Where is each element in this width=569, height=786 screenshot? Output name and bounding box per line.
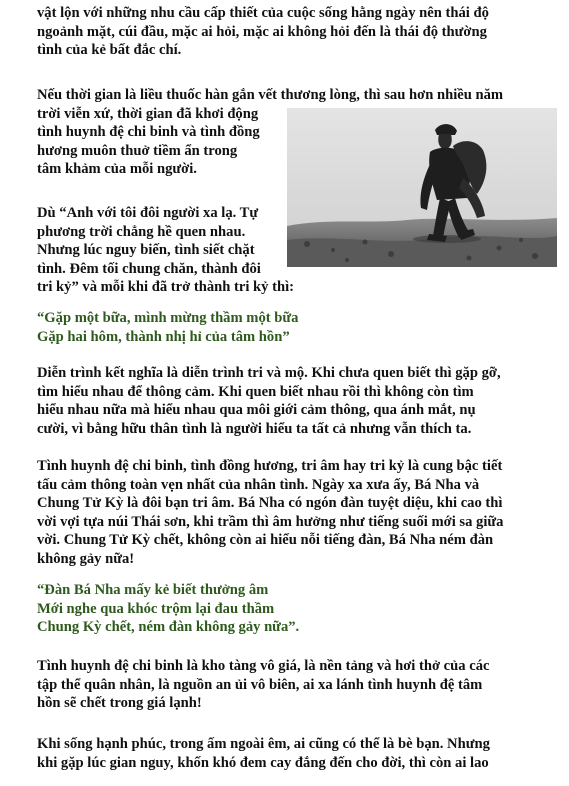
text-line: không gảy nữa! <box>37 550 135 567</box>
text-line: tri kỷ” và mỗi khi đã trở thành tri kỷ thì: <box>37 279 295 295</box>
text-line: hương muôn thuở tiềm ẩn trong <box>37 142 238 159</box>
poem-quote-1 <box>37 309 557 346</box>
text-line: khi gặp lúc gian nguy, khốn khó đem cay đắng đến cho đời, thì còn ai lao <box>37 754 489 771</box>
text-line: Nếu thời gian là liều thuốc hàn gắn vết thương lòng, thì sau hơn nhiều năm <box>37 87 504 103</box>
paragraph-5 <box>37 457 557 568</box>
text-line: tấu cảm thông toàn vẹn nhất của nhân tình. Ngày xa xưa ấy, Bá Nha và <box>37 476 480 493</box>
paragraph-4 <box>37 364 557 438</box>
text-line: cười, vì bằng hữu thân tình là người hiểu ta tất cả nhưng vẫn thích ta. <box>37 420 472 437</box>
text-line: vời vợi tựa núi Thái sơn, khi trầm thì âm hưởng như tiếng suối mới sa giữa <box>37 513 504 530</box>
poem-line: Mới nghe qua khóc trộm lại đau thầm <box>37 600 275 617</box>
text-line: vật lộn với những nhu cầu cấp thiết của cuộc sống hằng ngày nên thái độ <box>37 5 489 21</box>
poem-quote-2 <box>37 581 557 637</box>
text-line: hiểu nhau nữa mà hiểu nhau qua môi giới cảm thông, qua ánh mắt, nụ <box>37 402 476 418</box>
text-line: vời. Chung Tử Kỳ chết, không còn ai hiểu nỗi tiếng đàn, Bá Nha ném đàn <box>37 532 494 548</box>
poem-line: Gặp hai hôm, thành nhị hỉ của tâm hồn” <box>37 328 290 345</box>
text-line: Diễn trình kết nghĩa là diễn trình tri và mộ. Khi chưa quen biết thì gặp gỡ, <box>37 365 501 381</box>
text-line: Tình huynh đệ chi binh là kho tàng vô giá, là nền tảng và hơi thở của các <box>37 658 490 674</box>
text-line: tâm khảm của mỗi người. <box>37 161 197 177</box>
text-line: tập thể quân nhân, là nguồn an ủi vô biên, ai xa lánh tình huynh đệ tâm <box>37 676 483 693</box>
text-line: tình của kẻ bất đắc chí. <box>37 42 182 58</box>
paragraph-1 <box>37 4 557 60</box>
paragraph-7 <box>37 735 557 772</box>
text-line: Chung Tử Kỳ là đôi bạn tri âm. Bá Nha có ngón đàn tuyệt diệu, khi cao thì <box>37 495 503 511</box>
poem-line: “Đàn Bá Nha mấy kẻ biết thưởng âm <box>37 582 269 598</box>
paragraph-6 <box>37 657 557 713</box>
text-line: ngoảnh mặt, cúi đầu, mặc ai hỏi, mặc ai không hỏi đến là thái độ thường <box>37 23 487 40</box>
text-line: Tình huynh đệ chi binh, tình đồng hương, tri âm hay tri kỷ là cung bậc tiết <box>37 458 503 474</box>
text-line: Dù “Anh với tôi đôi người xa lạ. Tự <box>37 205 259 221</box>
text-line: tình huynh đệ chi binh và tình đồng <box>37 124 260 140</box>
document-page <box>37 0 557 786</box>
text-line: tìm hiểu nhau để thông cảm. Khi quen biết nhau rồi thì không còn tìm <box>37 383 474 400</box>
text-line: tình. Đêm tối chung chăn, thành đôi <box>37 260 261 277</box>
text-line: hồn sẽ chết trong giá lạnh! <box>37 695 202 711</box>
text-line: Nhưng lúc nguy biến, tình siết chặt <box>37 242 255 258</box>
text-line: phương trời chẳng hề quen nhau. <box>37 223 246 240</box>
text-line: Khi sống hạnh phúc, trong ấm ngoài êm, ai cũng có thể là bè bạn. Nhưng <box>37 736 490 752</box>
soldier-carrying-comrade-photo <box>287 108 557 267</box>
text-line: trời viễn xứ, thời gian đã khơi động <box>37 105 259 122</box>
poem-line: Chung Kỳ chết, ném đàn không gảy nữa”. <box>37 619 300 635</box>
poem-line: “Gặp một bữa, mình mừng thầm một bữa <box>37 310 299 326</box>
